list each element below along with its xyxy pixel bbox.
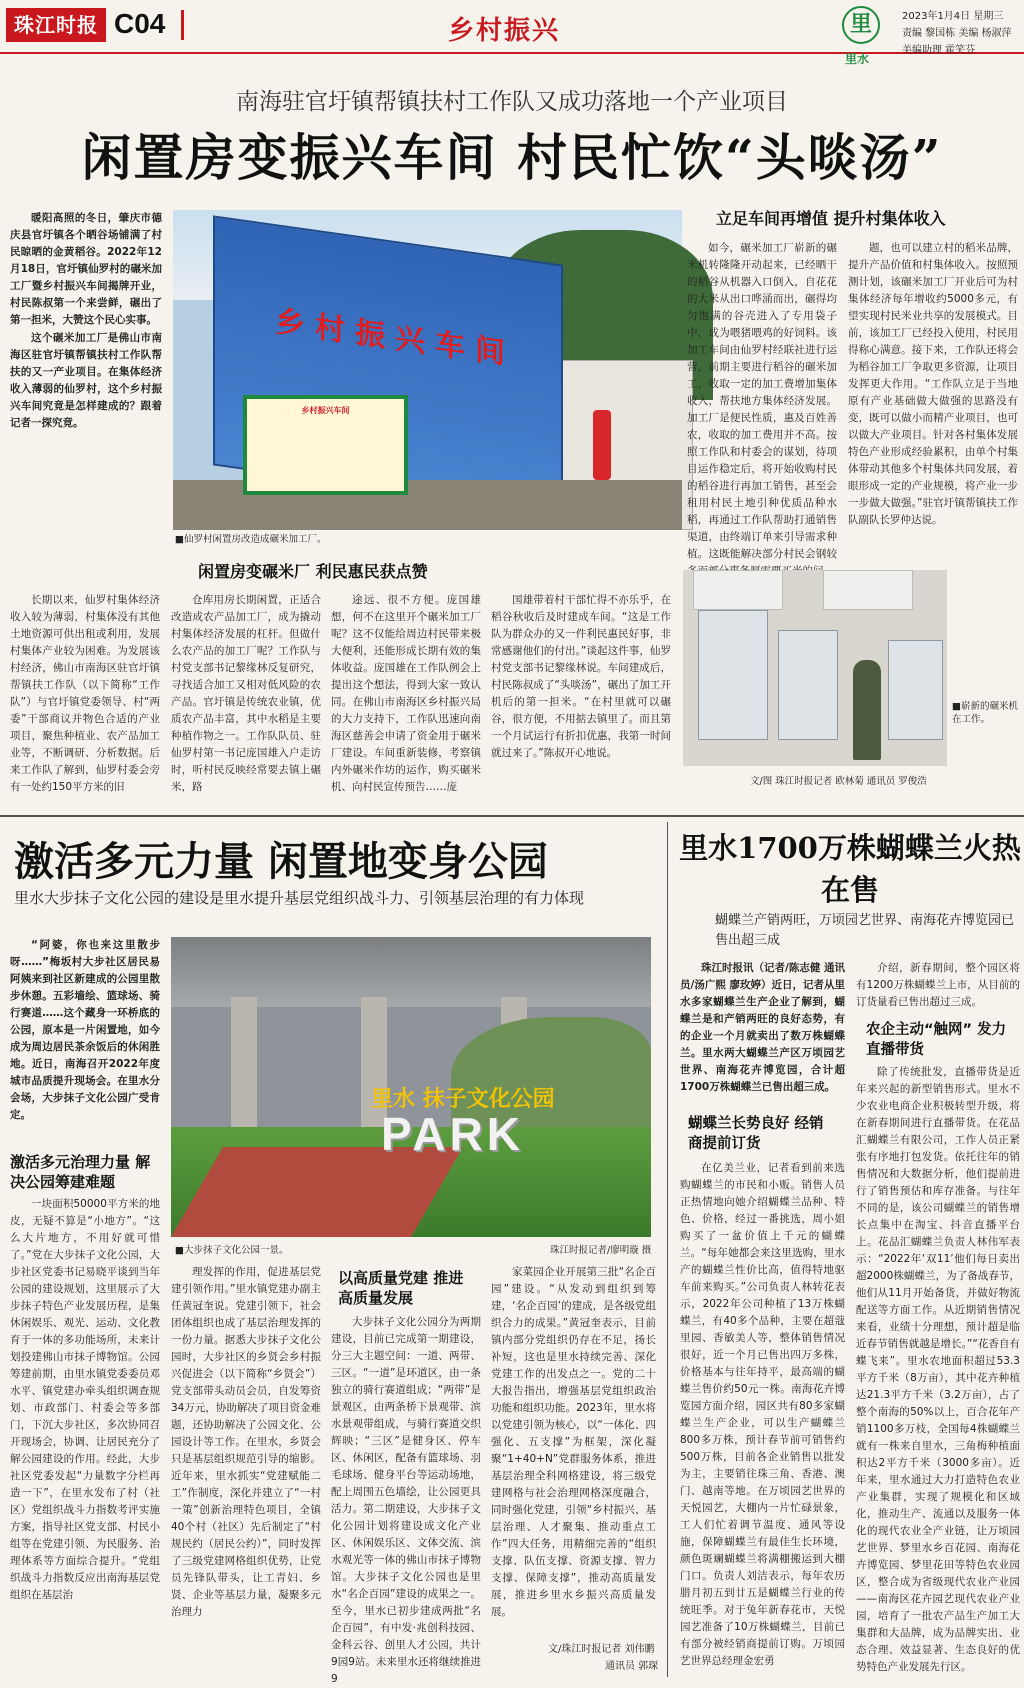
paragraph: 国雄带着村干部忙得不亦乐乎，在稻谷秋收后及时建成车间。“这是工作队为群众办的又一件利民惠民好事，非常感谢他们的付出。”谈起这件事，仙罗村党支部书记黎缘林说。车间建成后，村民陈叔成了“头啖汤”，碾出了加工开机后的第一担米。“在村里就可以碾谷，很方便，不用掂去镇里了。而且第一个月试运行有折扣优惠，我第一时间就过来了。”陈叔开心地说。	[491, 594, 671, 759]
photo-poster: 乡村振兴车间	[243, 395, 408, 495]
divider	[181, 10, 184, 40]
story3-column-d	[856, 1064, 1020, 1676]
page-number: C04	[114, 8, 166, 39]
story2-column-a	[10, 1196, 160, 1676]
building-sign: 乡村振兴车间	[275, 304, 515, 373]
section-divider	[0, 815, 1024, 817]
newspaper-logo: 珠江时报	[6, 8, 106, 42]
story1-column-d	[491, 592, 671, 787]
story2-subhead-a: 激活多元治理力量 解决公园筹建难题	[10, 1153, 151, 1191]
story2-byline: 文/珠江时报记者 刘伟鹏	[548, 1644, 655, 1655]
story3-lead	[680, 960, 845, 1102]
masthead	[0, 0, 1024, 66]
story2-column-b	[171, 1264, 321, 1676]
story3-headline: 里水1700万株蝴蝶兰火热在售	[679, 831, 1021, 907]
story3-subhead-a: 蝴蝶兰长势良好 经销商提前订货	[688, 1116, 824, 1152]
story1-kicker: 南海驻官圩镇帮镇扶村工作队又成功落地一个产业项目	[236, 89, 788, 115]
paragraph: 仓库用房长期闲置，正适合改造成农产品加工厂，成为撬动村集体经济发展的杠杆。但做什么农产品的加工厂呢？工作队与村党支部书记黎缘林反复研究，寻找适合加工又相对低风险的农产品。官圩镇是传统农业镇，优质农产品丰富，其中水稻是主要种植作物之一。工作队队员、驻仙罗村第一书记庞国雄入户走访时，听村民反映经常要去镇上碾米，路	[171, 594, 321, 793]
paragraph: 一块面积50000平方米的地皮，无疑不算是“小地方”。“这么大片地方，不用好就可惜了。”党在大步抹子文化公园，大步社区党委书记易晓平谈到当年公园的建设规划，这里展示了大步抹子特色产业发展历程，是集休闲娱乐、观光、运动、文化教育于一体的多功能场所，未来计划投建佛山市抹子博物馆。公园筹建前期，由里水镇党委委员邓水平、镇党建办牵头组织调查规划、市政部门、村委会等多部门，下沉大步社区，多次协同召开现场会，协调、让居民充分了解公园建设的作用。经此，大步社区党委发起“力量数字分栏再造一下”，在里水发布了村（社区）党组织战斗力指数考评实施方案，指导社区党支部、村民小组等在党建引领、为民服务、治理体系等方面综合提升。“党组织战斗力指数反应出南海基层党组织在基层治	[10, 1198, 160, 1601]
seal-label: 里水	[845, 52, 870, 66]
paragraph: 题，也可以建立村的稻米品牌，提升产品价值和村集体收入。按照预测计划，该碾米加工厂开业后可为村集体经济每年增收约5000多元，有望实现村民米业共享的发展模式。目前，该加工厂已经投入使用，村民用得称心满意。接下来，工作队还将会为稻谷加工厂争取更多资源，让项目发挥更大作用。“工作队立足于当地原有产业基础做大做强的思路没有变，既可以做小而精产业项目，也可以做大产业项目。针对各村集体发展特色产业形成经验累积，由单个村集体带动其他多个村集体共同发展，着眼形成一定的产业规模，将产业一步一步做大做强。”驻官圩镇帮镇扶工作队副队长罗仲达说。	[848, 242, 1018, 526]
editors-line-2: 美编助理 霍笑芬	[902, 45, 976, 56]
story2-byline-2: 通讯员 郭琛	[605, 1661, 659, 1672]
story2-photo-credit: 珠江时报记者/廖明璇 摄	[550, 1245, 652, 1256]
story1-column-e	[687, 240, 837, 565]
photo-machine	[888, 640, 943, 740]
story1-subhead-b: 立足车间再增值 提升村集体收入	[716, 209, 946, 228]
paragraph: 在亿美兰业，记者看到前来选购蝴蝶兰的市民和小贩。销售人员正热情地向她介绍蝴蝶兰品种、特色、价格，经过一番挑选，周小姐购买了一盆价值上千元的蝴蝶兰。“每年她都会来这里选购，里水产的蝴蝶兰性价比高，值得特地驱车前来购买。”公司负责人林转花表示，2022年公司种植了13万株蝴蝶兰，有40多个品种，主要在超蔻里园、香敏美人等，整体销售情况很好，近一个月已售出四万多株，价格基本与往年持平，最高端的蝴蝶兰售价约50元一株。南海花卉博览园方面介绍，园区共有80多家蝴蝶兰生产企业，可以生产蝴蝶兰800多万株，预计春节前可销售约500万株，目前各企业销售以批发为主，主要销往珠三角、香港、澳门、越南等地。在万顷园艺世界的天悦园艺，大棚内一片忙碌景象，工人们忙着调节温度、通风等设施，保障蝴蝶兰有最佳生长环境，颜色斑斓蝴蝶兰将满棚搬运到大棚门口。负责人刘洁表示，每年农历腊月初五到廿五是蝴蝶兰行业的传统旺季。对于兔年新春花市，天悦园艺准备了10万株蝴蝶兰，目前已有部分被经销商提前订购。万顷园艺世界总经理金宏勇	[680, 1162, 845, 1667]
paragraph: “阿婆，你也来这里散步呀……”梅坂村大步社区居民易阿姨来到社区新建成的公园里散步休憩。五彩墙绘、篮球场、骑行赛道……这个藏身一环桥底的公园，原本是一片闲置地，如今成为周边居民茶余饭后的休闲胜地。近日，南海召开2022年度城市品质提升现场会。在里水分会场，大步抹子文化公园广受肯定。	[10, 939, 160, 1121]
story1-byline: 文/图 珠江时报记者 欧林菊 通讯员 罗俊浩	[750, 776, 927, 787]
story1-column-c	[331, 592, 481, 793]
paragraph: 介绍，新春期间，整个园区将有1200万株蝴蝶兰上市，从目前的订货量看已售出超过三成。	[856, 962, 1020, 1008]
paragraph: 大步抹子文化公园分为两期建设，目前已完成第一期建设，分三大主题空间：一道、两带、三区。“一道”是环道区，由一条独立的骑行赛道组成；“两带”是景观区，由两条桥下景观带、滨水景观带组成，与骑行赛道交织辉映；“三区”是健身区、停车区、休闲区，配备有篮球场、羽毛球场、健身平台等运动场地，配上周围五色墙绘，让公园更具活力。第二期建设，大步抹子文化公园计划将建设成文化产业区、休闲娱乐区、文体交流、滨水观光等一体的佛山市抹子博物馆。大步抹子文化公园也是里水“名企百园”建设的成果之一。至今，里水已初步建成两批“名企百园”，有中发·兆创科技园、金科云谷、创里人才公园，共计9园9站。未来里水还将继续推进9	[331, 1316, 481, 1685]
story1-photo	[173, 210, 682, 530]
paragraph: 珠江时报讯（记者/陈志健 通讯员/汤广熙 廖玫婷）近日，记者从里水多家蝴蝶兰生产企业了解到，蝴蝶兰是和产销两旺的良好态势，有的企业一个月就卖出了数万株蝴蝶兰。里水两大蝴蝶兰产区万顷园艺世界、南海花卉博览园，合计超1700万株蝴蝶兰已售出超三成。	[680, 962, 845, 1093]
story1-photo-caption: ■仙罗村闲置房改造成碾米加工厂。	[175, 534, 327, 545]
paragraph: 除了传统批发，直播带货是近年来兴起的新型销售形式。里水不少农业电商企业积极转型升级，将在新春期间进行直播带货。在花品汇蝴蝶兰有限公司，工作人员正紧张有序地打包发货。依托往年的销售情况和大数据分析，他们提前进行了销售预估和库存准备。与往年不同的是，该公司蝴蝶兰的销售增长点集中在淘宝、抖音直播平台上。花品汇蝴蝶兰负责人林伟军表示：“2022年‘双11’他们每日卖出超2000株蝴蝶兰，为了备战春节，他们从11月开始备货，并做好物流配送等方面工作。从近期销售情况来看，业绩十分理想，预计超是临近春节销售就越是增长。”“花香自有蝶飞来”。里水农地面积超过53.3平方千米（8万亩），其中花卉种植达21.3平方千米（3.2万亩），占了整个南海的50%以上，百合花年产销1100多万枝，全国每4株蝴蝶兰就有一株来自里水，三角梅种植面积达2平方千米（3000多亩）。近年来，里水通过大力打造特色农业产业集群，实现了规模化和区域化，推动生产、流通以及服务一体化的现代农业全产业链，让万顷园艺世界、梦里水乡百花园、南海花卉博览园、梦里花田等特色农业园区，整合成为省级现代农业产业园——南海区花卉园艺现代农业产业园，培育了一批农产品生产加工大集群和大品牌，成为品牌实出、业态合理、效益显著、生态良好的优势特色产业发展先行区。	[856, 1066, 1020, 1673]
story3-column-b	[680, 1160, 845, 1676]
story2-column-c	[331, 1314, 481, 1685]
story1-photo2-caption: ■崭新的碾米机在工作。	[952, 701, 1018, 725]
story1-column-a	[10, 592, 160, 793]
section-title: 乡村振兴	[448, 16, 561, 46]
story2-photo-caption: ■大步抹子文化公园一景。	[175, 1245, 289, 1256]
photo-red-post	[593, 410, 611, 480]
story2-photo	[171, 937, 651, 1237]
issue-date: 2023年1月4日 星期三	[902, 11, 1004, 22]
paragraph: 途远、很不方便。庞国雄想，何不在这里开个碾米加工厂呢？这不仅能给周边村民带来极大便利，还能形成长期有效的集体收益。庞国雄在工作队例会上提出这个想法，得到大家一致认同。在佛山市南海区乡村振兴局的大力支持下，工作队迅速向南海区慈善会申请了资金用于碾米厂建设。车间重新装修，考察镇内外碾米作坊的运作，购买碾米机、向村民宣传预告……庞	[331, 594, 481, 793]
lishui-seal-icon: 里	[842, 6, 880, 44]
story3-column-c	[856, 960, 1020, 1020]
story1-lead	[10, 210, 162, 530]
column-divider	[667, 822, 668, 1677]
story3-subheadline: 蝴蝶兰产销两旺，万顷园艺世界、南海花卉博览园已售出超三成	[715, 913, 1015, 948]
story1-column-f	[848, 240, 1018, 565]
photo-machine	[698, 610, 768, 740]
lead-paragraph-2: 这个碾米加工厂是佛山市南海区驻官圩镇帮镇扶村工作队帮扶的又一产业项目。在集体经济收入薄弱的仙罗村，这个乡村振兴车间究竟是怎样建成的？跟着记者一探究竟。	[10, 332, 162, 429]
park-sign-sub: 里水 抹子文化公园	[371, 1087, 555, 1112]
editors-line: 责编 黎国栋 美编 杨淑萍	[902, 28, 1012, 39]
lead-paragraph: 暖阳高照的冬日，肇庆市德庆县官圩镇各个晒谷场铺满了村民晾晒的金黄稻谷。2022年12月18日，官圩镇仙罗村的碾米加工厂暨乡村振兴车间揭牌开业，村民陈叔第一个来尝鲜，碾出了第一担米，大赞这个民心实事。	[10, 212, 162, 326]
story3-subhead-b: 农企主动“触网” 发力直播带货	[866, 1022, 1007, 1058]
photo-worker	[853, 660, 881, 760]
story2-subheadline: 里水大步抹子文化公园的建设是里水提升基层党组织战斗力、引领基层治理的有力体现	[14, 889, 585, 907]
issue-info	[902, 8, 1022, 59]
story1-column-b	[171, 592, 321, 793]
paragraph: 理发挥的作用，促进基层党建引领作用。”里水镇党建办副主任黄冠奎说。党建引领下，社会团体组织也成了基层治理发挥的一份力量。据悉大步抹子文化公园时，大步社区的乡贤会乡村振兴促进会（以下简称“乡贤会”）党支部带头动员会员，自发筹资34万元，协助解决了项目资金难题，还协助解决了公园文化、公园设计等工作。在里水，乡贤会只是基层组织规范引导的缩影。近年来，里水抓实“党建赋能二工”作制度，深化并建立了“一村一策”创新治理特色项目，全镇40个村（社区）先后制定了“村规民约（居民公约）”，同时发挥了三级党建网格组织优势，让党员先锋队带头，让工青妇、乡贤、企业等基层力量，凝聚多元治理力	[171, 1266, 321, 1618]
photo-window	[693, 570, 783, 610]
photo-window	[823, 570, 913, 610]
photo-machine	[778, 630, 838, 740]
paragraph: 长期以来，仙罗村集体经济收入较为薄弱，村集体没有其他土地资源可供出租或利用，发展村集体产业较为困难。为发展该村经济，佛山市南海区驻官圩镇帮镇扶工作队（以下简称“工作队”）与官圩镇党委领导、村“两委”干部商议并物色合适的产业项目，聚焦种植业、农产品加工业等，不断调研、分析数据。后来工作队了解到，仙罗村委会旁有一处约150平方米的旧	[10, 594, 160, 793]
park-sign: PARK	[381, 1108, 524, 1160]
story2-subhead-b: 以高质量党建 推进高质量发展	[338, 1269, 464, 1307]
story1-photo-machines	[683, 570, 947, 766]
paragraph: 如今，碾米加工厂崭新的碾米机转隆隆开动起来，已经晒干的稻谷从机器入口倒入，自花花的大米从出口哗涌而出，碾得均匀饱满的谷壳进入了专用袋子中，成为喂猪喂鸡的好饲料。该加工车间由仙罗村经联社进行运营，前期主要进行稻谷的碾米加工，收取一定的加工费增加集体收入，帮扶地方集体经济发展。加工厂是便民性质，惠及百姓善农，收取的加工费用并不高。按照工作队和村委会的谋划，待项目运作稳定后，将开始收购村民的稻谷进行再加工销售，甚至会租用村民土地引种优质品种水稻，再通过工作队帮助打通销售渠道，由终端订单来引导需求种植。这既能解决部分村民会钢较	[687, 242, 837, 560]
photo-pillar	[231, 997, 257, 1137]
story2-lead	[10, 937, 160, 1132]
paragraph: 家菜园企业开展第三批“名企百园”建设。“从发动到组织到筹建，‘名企百园’的建成，是各级党组织合力的成果。”黄冠奎表示，目前镇内部分党组织仍存在不足，扬长补短，这也是里水持续完善、深化党建工作的出发点之一。党的二十大报告指出，增强基层党组织政治功能和组织功能。2023年，里水将以党建引领为核心，以“一体化、四强化、五支撑”为框架，深化凝聚“1+40+N”党群服务体系，推进基层治理全科网格建设，将三级党建网格与社会治理网格深度融合，同时强化党建，引领“乡村振兴、基层治理、人才聚集、推动重点工作”四大任务，用精细完善的“组织支撑、队伍支撑、资源支撑、智力支撑、保障支撑”，推动高质量发展，推进乡里水乡振兴高质量发展。	[491, 1266, 656, 1618]
story1-headline: 闲置房变振兴车间 村民忙饮“头啖汤”	[81, 128, 943, 187]
story2-column-d	[491, 1264, 656, 1636]
story2-headline: 激活多元力量 闲置地变身公园	[14, 838, 548, 885]
story1-subhead-a: 闲置房变碾米厂 利民惠民获点赞	[198, 562, 428, 581]
